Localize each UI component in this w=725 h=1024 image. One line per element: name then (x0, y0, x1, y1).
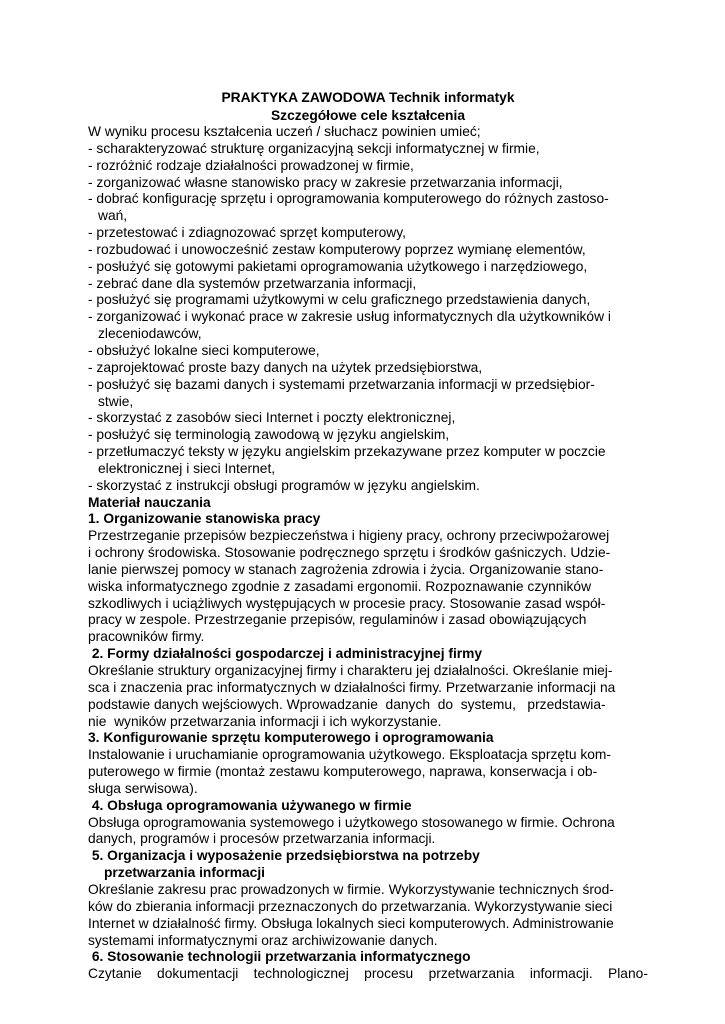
word: procesu (364, 966, 414, 982)
list-item: - rozróżnić rodzaje działalności prowadzonej w firmie, (88, 157, 414, 173)
list-item: - skorzystać z zasobów sieci Internet i poczty elektronicznej, (88, 410, 456, 426)
section-1 (88, 511, 648, 646)
list-item: - posłużyć się programami użytkowymi w celu graficznego przedstawienia danych, (88, 292, 591, 308)
list-item-continuation: wań, (98, 208, 128, 224)
list-item-continuation: elektronicznej i sieci Internet, (98, 460, 276, 476)
document-subtitle: Szczegółowe cele kształcenia (270, 107, 465, 123)
list-item: - zorganizować własne stanowisko pracy w zakresie przetwarzania informacji, (88, 174, 563, 190)
section-heading: 4. Obsługa oprogramowania używanego w firmie (88, 797, 412, 813)
section-heading: 1. Organizowanie stanowiska pracy (88, 511, 321, 527)
list-item-continuation: stwie, (98, 393, 134, 409)
paragraph-line: danych, programów i procesów przetwarzania informacji. (88, 831, 436, 847)
paragraph-line: Przestrzeganie przepisów bezpieczeństwa i higieny pracy, ochrony przeciwpożarowej (88, 528, 610, 544)
paragraph-line-justified (88, 966, 648, 983)
paragraph-line: Określanie struktury organizacyjnej firmy i charakteru jej działalności. Określanie miej- (88, 663, 613, 678)
paragraph-line: ków do zbierania informacji przeznaczonych do przetwarzania. Wykorzystywanie sieci (88, 898, 613, 914)
section-heading: 5. Organizacja i wyposażenie przedsiębiorstwa na potrzeby (88, 848, 480, 864)
paragraph-line: nie wyników przetwarzania informacji i ich wykorzystanie. (88, 713, 442, 729)
section-heading: 3. Konfigurowanie sprzętu komputerowego i oprogramowania (88, 730, 494, 746)
word: informacji. (529, 966, 593, 982)
word: Czytanie (88, 966, 142, 982)
material-heading: Materiał nauczania (88, 494, 211, 510)
list-item: - scharakteryzować strukturę organizacyjną sekcji informatycznej w firmie, (88, 140, 540, 156)
list-item: - zebrać dane dla systemów przetwarzania informacji, (88, 275, 417, 291)
section-4 (88, 798, 648, 849)
word: technologicznej (253, 966, 349, 982)
paragraph-line: Instalowanie i uruchamianie oprogramowania użytkowego. Eksploatacja sprzętu kom- (88, 747, 612, 763)
section-heading-continuation: przetwarzania informacji (104, 865, 266, 881)
list-item-continuation: zleceniodawców, (98, 326, 202, 342)
list-item: - przetłumaczyć teksty w języku angielskim przekazywane przez komputer w poczcie (88, 444, 606, 460)
word: przetwarzania (428, 966, 515, 982)
word: Plano- (608, 966, 648, 982)
list-item: - skorzystać z instrukcji obsługi programów w języku angielskim. (88, 477, 480, 493)
objectives-list (88, 141, 648, 495)
paragraph-line: sługa serwisowa). (88, 780, 198, 796)
section-6 (88, 949, 648, 983)
intro-text: W wyniku procesu kształcenia uczeń / słuchacz powinien umieć; (88, 124, 481, 139)
list-item: - obsłużyć lokalne sieci komputerowe, (88, 342, 320, 358)
paragraph-line: Obsługa oprogramowania systemowego i użytkowego stosowanego w firmie. Ochrona (88, 814, 615, 830)
section-5 (88, 848, 648, 949)
document-page (88, 89, 648, 983)
paragraph-line: i ochrony środowiska. Stosowanie podręcznego sprzętu i środków gaśniczych. Udzie- (88, 545, 611, 561)
list-item: - rozbudować i unowocześnić zestaw komputerowy poprzez wymianę elementów, (88, 241, 586, 257)
list-item: - posłużyć się bazami danych i systemami przetwarzania informacji w przedsiębior- (88, 376, 595, 392)
paragraph-line: pracowników firmy. (88, 629, 205, 645)
paragraph-line: szkodliwych i uciążliwych występujących w procesie pracy. Stosowanie zasad współ- (88, 595, 606, 611)
paragraph-line: Internet w działalność firmy. Obsługa lokalnych sieci komputerowych. Administrowanie (88, 915, 614, 931)
list-item: - zaprojektować proste bazy danych na użytek przedsiębiorstwa, (88, 359, 483, 375)
section-2 (88, 646, 648, 730)
word: dokumentacji (157, 966, 239, 982)
list-item: - posłużyć się gotowymi pakietami oprogramowania użytkowego i narzędziowego, (88, 258, 588, 274)
paragraph-line: sca i znaczenia prac informatycznych w działalności firmy. Przetwarzanie informacji na (88, 679, 616, 695)
paragraph-line: lanie pierwszej pomocy w stanach zagrożenia zdrowia i życia. Organizowanie stano- (88, 561, 604, 577)
list-item: - posłużyć się terminologią zawodową w języku angielskim, (88, 427, 450, 443)
paragraph-line: podstawie danych wejściowych. Wprowadzanie danych do systemu, przedstawia- (88, 696, 606, 712)
paragraph-line: puterowego w firmie (montaż zestawu komputerowego, naprawa, konserwacja i ob- (88, 764, 598, 780)
section-heading: 2. Formy działalności gospodarczej i administracyjnej firmy (88, 646, 483, 662)
list-item: - przetestować i zdiagnozować sprzęt komputerowy, (88, 225, 406, 241)
paragraph-line: Określanie zakresu prac prowadzonych w firmie. Wykorzystywanie technicznych środ- (88, 881, 614, 897)
paragraph-line: systemami informatycznymi oraz archiwizowanie danych. (88, 932, 438, 948)
paragraph-line: wiska informatycznego zgodnie z zasadami ergonomii. Rozpoznawanie czynników (88, 578, 592, 594)
paragraph-line: pracy w zespole. Przestrzeganie przepisów, regulaminów i zasad obowiązujących (88, 612, 587, 628)
section-heading: 6. Stosowanie technologii przetwarzania informatycznego (88, 949, 471, 965)
section-3 (88, 730, 648, 797)
list-item: - zorganizować i wykonać prace w zakresie usług informatycznych dla użytkowników i (88, 309, 611, 325)
list-item: - dobrać konfigurację sprzętu i oprogramowania komputerowego do różnych zastoso- (88, 191, 609, 207)
document-title: PRAKTYKA ZAWODOWA Technik informatyk (221, 90, 515, 105)
